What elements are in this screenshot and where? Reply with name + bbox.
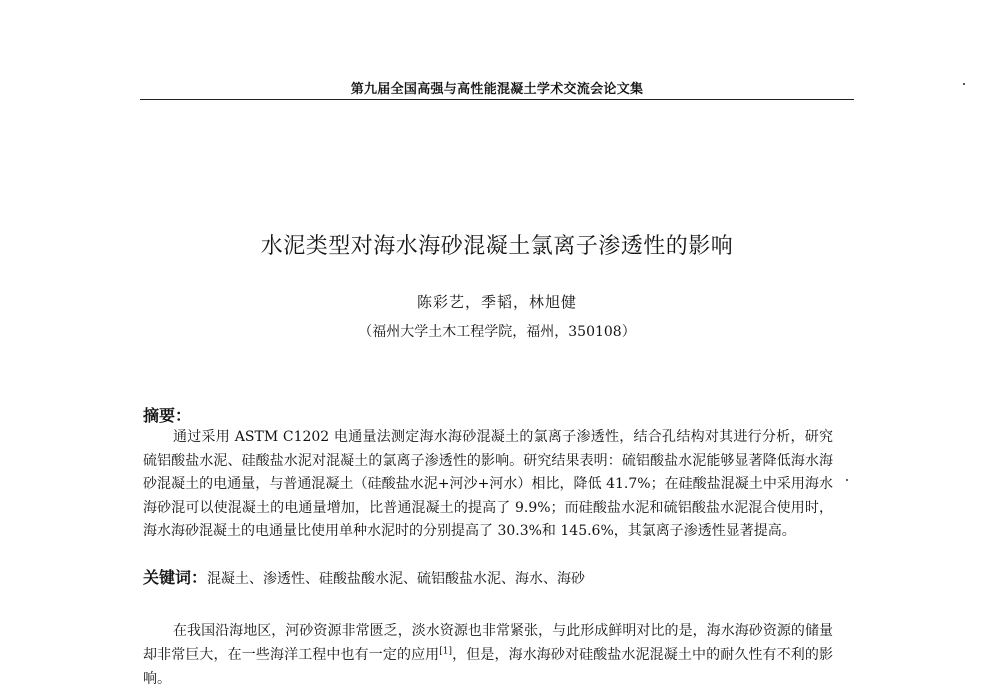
keywords-text: 混凝土、渗透性、硅酸盐酸水泥、硫铝酸盐水泥、海水、海砂: [207, 571, 586, 587]
abstract-text: 通过采用 ASTM C1202 电通量法测定海水海砂混凝土的氯离子渗透性，结合孔结构对其进行分析，研究硫铝酸盐水泥、硅酸盐水泥对混凝土的氯离子渗透性的影响。研究结果表明：硫铝酸盐水泥能够显著降低海水海砂混凝土的电通量，与普通混凝土（硅酸盐水泥+河沙+河水）相比，降低 41.7%；在硅酸盐混凝土中采用海水海砂混可以使混凝土的电通量增加，比普通混凝土的提高了 9.9%；而硅酸盐水泥和硫铝酸盐水泥混合使用时，海水海砂混凝土的电通量比使用单种水泥时的分别提高了 30.3%和 145.6%，其氯离子渗透性显著提高。: [143, 429, 833, 539]
intro-text-continued: ，但是，海水海砂对硅酸盐水泥混凝土中的耐久性有不利的影响。: [143, 647, 833, 687]
scan-speck: [846, 479, 848, 481]
intro-paragraph: [143, 619, 833, 691]
paper-affiliation: （福州大学土木工程学院，福州，350108）: [358, 324, 636, 340]
scan-speck: [963, 83, 965, 85]
intro-text: 在我国沿海地区，河砂资源非常匮乏，淡水资源也非常紧张，与此形成鲜明对比的是，海水海砂资源的储量却非常巨大，在一些海洋工程中也有一定的应用: [143, 623, 833, 663]
header-rule: [140, 99, 854, 100]
keywords-label: 关键词：: [143, 568, 208, 587]
paper-authors: 陈彩艺，季韬，林旭健: [416, 293, 577, 311]
paper-title: 水泥类型对海水海砂混凝土氯离子渗透性的影响: [260, 234, 734, 259]
running-header: 第九届全国高强与高性能混凝土学术交流会论文集: [350, 82, 644, 97]
abstract-label: 摘要：: [143, 406, 192, 425]
keywords-line: [143, 565, 843, 588]
citation-ref: [1]: [439, 646, 453, 657]
